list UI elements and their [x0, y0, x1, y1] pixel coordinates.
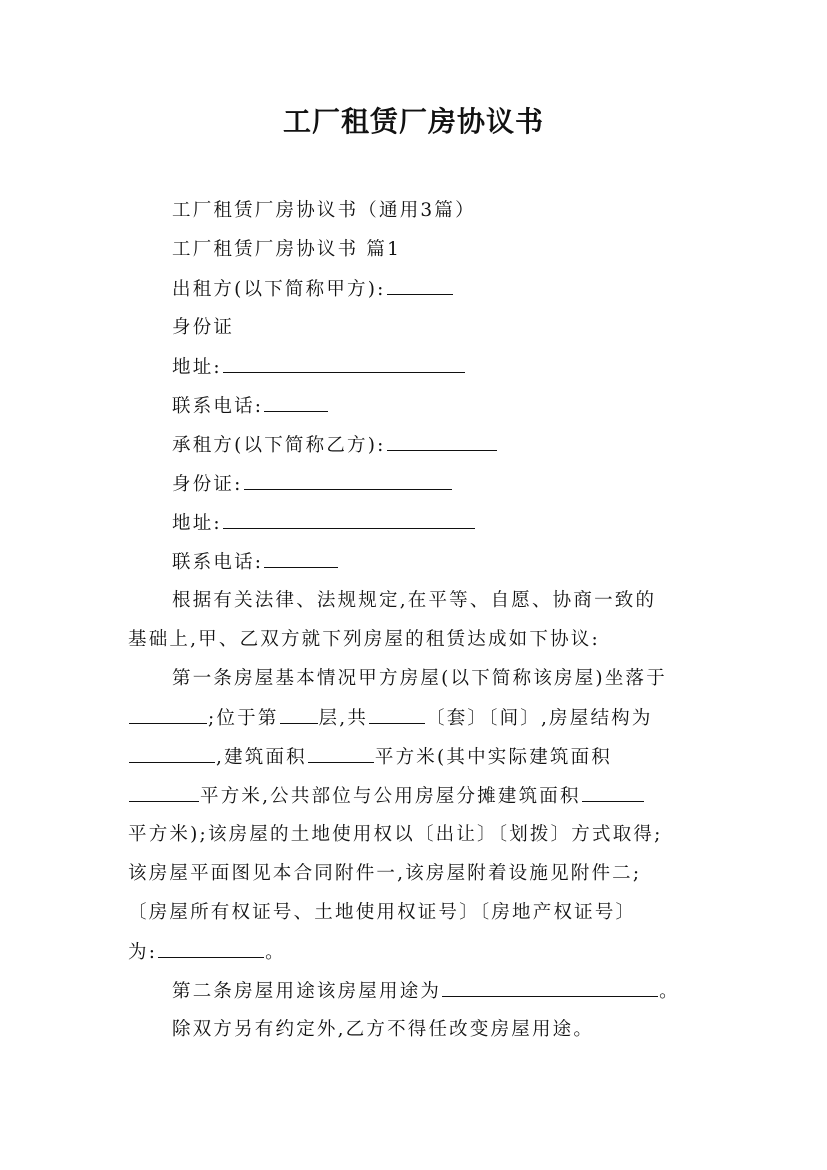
certificate-blank: [158, 939, 264, 958]
lessor-id-label: 身份证: [172, 317, 235, 338]
paragraph-text: 第二条房屋用途该房屋用途为: [172, 981, 442, 1002]
paragraph-line: [128, 861, 708, 887]
lessee-phone-label: 联系电话:: [172, 552, 264, 573]
paragraph-line: [128, 705, 708, 732]
lessee-phone-blank: [264, 549, 338, 568]
paragraph-text: 基础上,甲、乙双方就下列房屋的租赁达成如下协议:: [128, 629, 600, 650]
lessee-blank: [387, 432, 497, 451]
subtitle-line: [172, 198, 476, 224]
paragraph-text: 。: [265, 942, 286, 963]
lessor-label: 出租方(以下简称甲方):: [172, 279, 386, 300]
lessor-blank: [387, 276, 453, 295]
paragraph-text: 除双方另有约定外,乙方不得任改变房屋用途。: [172, 1019, 595, 1040]
lessee-id-line: [172, 471, 453, 498]
location-blank: [129, 705, 207, 724]
actual-area-blank: [129, 783, 199, 802]
lessee-line: [172, 432, 498, 459]
paragraph-text: 层,共: [318, 708, 369, 729]
paragraph-text: 第一条房屋基本情况甲方房屋(以下简称该房屋)坐落于: [172, 668, 667, 689]
paragraph-text: 根据有关法律、法规规定,在平等、自愿、协商一致的: [172, 590, 657, 611]
units-blank: [369, 705, 425, 724]
paragraph-line: [128, 627, 708, 653]
lessee-id-label: 身份证:: [172, 474, 243, 495]
lessor-phone-blank: [264, 393, 328, 412]
lessee-address-line: [172, 510, 476, 537]
paragraph-line: [128, 822, 708, 848]
lessor-id-line: [172, 315, 234, 341]
document-title: 工厂租赁厂房协议书: [282, 105, 544, 138]
subtitle-text: 工厂租赁厂房协议书（通用3篇）: [172, 200, 476, 221]
paragraph-line: [172, 666, 667, 692]
lessor-address-blank: [223, 354, 465, 373]
lessor-address-label: 地址:: [172, 357, 222, 378]
paragraph-line: [172, 1017, 594, 1043]
lessee-phone-line: [172, 549, 339, 576]
paragraph-text: 为:: [128, 942, 158, 963]
paragraph-line: [128, 900, 708, 926]
paragraph-line: [128, 939, 708, 966]
paragraph-text: ;位于第: [208, 708, 279, 729]
floor-blank: [280, 705, 318, 724]
structure-blank: [129, 744, 215, 763]
shared-area-blank: [582, 783, 644, 802]
paragraph-text: 〔套〕〔间〕,房屋结构为: [426, 708, 653, 729]
lessor-phone-line: [172, 393, 329, 420]
paragraph-text: 平方米,公共部位与公用房屋分摊建筑面积: [200, 786, 581, 807]
section-heading: [172, 237, 401, 263]
paragraph-line: [172, 978, 680, 1005]
usage-blank: [442, 978, 658, 997]
lessor-phone-label: 联系电话:: [172, 396, 264, 417]
lessee-id-blank: [244, 471, 452, 490]
section-heading-text: 工厂租赁厂房协议书 篇1: [172, 239, 402, 260]
paragraph-line: [128, 783, 708, 810]
paragraph-line: [172, 588, 656, 614]
paragraph-text: ,建筑面积: [216, 747, 307, 768]
lessee-label: 承租方(以下简称乙方):: [172, 435, 386, 456]
paragraph-text: 平方米);该房屋的土地使用权以〔出让〕〔划拨〕方式取得;: [128, 824, 663, 845]
paragraph-text: 。: [659, 981, 680, 1002]
lessor-line: [172, 276, 454, 303]
area-blank: [308, 744, 374, 763]
lessor-address-line: [172, 354, 466, 381]
paragraph-line: [128, 744, 708, 771]
lessee-address-label: 地址:: [172, 513, 222, 534]
lessee-address-blank: [223, 510, 475, 529]
paragraph-text: 该房屋平面图见本合同附件一,该房屋附着设施见附件二;: [128, 863, 642, 884]
paragraph-text: 〔房屋所有权证号、土地使用权证号〕〔房地产权证号〕: [128, 902, 637, 923]
paragraph-text: 平方米(其中实际建筑面积: [374, 747, 613, 768]
